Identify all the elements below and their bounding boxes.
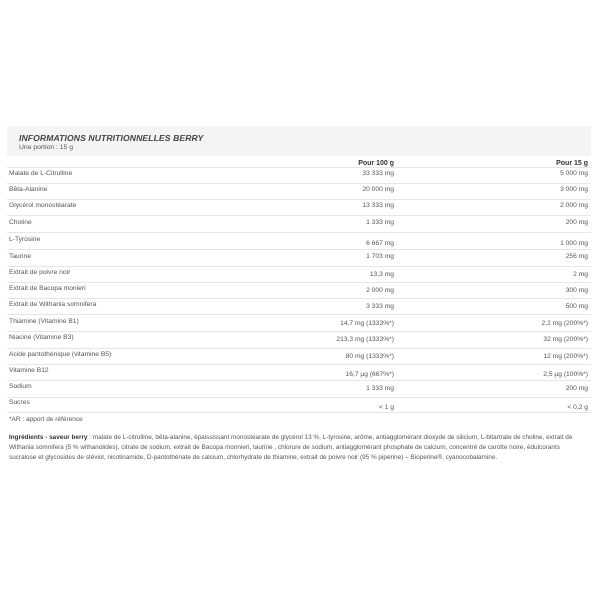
footnote: *AR : apport de référence (9, 416, 83, 423)
value-per-100g: 2 000 mg (366, 287, 394, 294)
value-per-100g: 1 333 mg (366, 385, 394, 392)
value-per-15g: 200 mg (565, 219, 588, 226)
ingredients-label: Ingrédients - saveur berry (9, 434, 88, 441)
value-per-15g: 300 mg (565, 287, 588, 294)
nutrient-name: L-Tyrosine (9, 236, 41, 243)
value-per-15g: < 0,2 g (567, 404, 588, 411)
value-per-15g: 2 mg (573, 271, 588, 278)
nutrient-name: Niacine (Vitamine B3) (9, 334, 74, 341)
value-per-100g: 1 333 mg (366, 219, 394, 226)
value-per-15g: 5 000 mg (560, 170, 588, 177)
value-per-100g: 1 703 mg (366, 253, 394, 260)
portion-size: Une portion : 15 g (19, 144, 74, 151)
table-row (0, 269, 600, 285)
nutrient-name: Taurine (9, 253, 31, 260)
table-row (0, 301, 600, 317)
table-row (0, 399, 600, 415)
value-per-15g: 500 mg (565, 303, 588, 310)
nutrient-name: Vitamine B12 (9, 367, 49, 374)
nutrient-name: Choline (9, 219, 32, 226)
value-per-100g: 20 000 mg (362, 186, 394, 193)
table-row (0, 318, 600, 334)
value-per-100g: < 1 g (378, 404, 394, 411)
table-row (0, 202, 600, 218)
column-header-per-100g: Pour 100 g (358, 160, 394, 167)
nutrient-name: Sucres (9, 399, 30, 406)
value-per-15g: 2,2 mg (200%*) (541, 320, 588, 327)
value-per-100g: 14,7 mg (1333%*) (340, 320, 394, 327)
nutrient-name: Extrait de poivre noir (9, 269, 71, 276)
value-per-100g: 213,3 mg (1333%*) (336, 336, 394, 343)
value-per-15g: 1 000 mg (560, 240, 588, 247)
table-row (0, 334, 600, 350)
nutrient-name: Glycérol monostéarate (9, 202, 77, 209)
table-row (0, 351, 600, 367)
ingredients-text (9, 433, 583, 463)
value-per-15g: 2,5 µg (100%*) (543, 371, 588, 378)
value-per-15g: 256 mg (565, 253, 588, 260)
value-per-15g: 200 mg (565, 385, 588, 392)
ingredients-list: : malate de L-citrulline, bêta-alanine, épaississant monostéarate de glycérol 13 %, L-tyrosine, arôme, antiagglomérant dioxyde de silicium, L-bitartrate de choline, extrait de Withania somnifera (5 % withanolides), citrate de sodium, extrait de Bacopa monnieri, taurine , chlorure de sodium, antiagglomérant phosphate de calcium, concentré de carotte noire, édulcorants sucralose et glycosides de stéviol, nicotinamide, D-pantothénate de calcium, chlorhydrate de thiamine, extrait de poivre noir (95 % pipérine) – Bioperine®, cyanocobalamine. (9, 434, 573, 461)
value-per-100g: 13 333 mg (362, 202, 394, 209)
nutrient-name: Malate de L-Citrulline (9, 170, 73, 177)
value-per-15g: 32 mg (200%*) (543, 336, 588, 343)
nutrient-name: Acide pantothénique (vitamine B5) (9, 351, 112, 358)
value-per-15g: 12 mg (200%*) (543, 353, 588, 360)
table-row (0, 383, 600, 399)
value-per-100g: 6 667 mg (366, 240, 394, 247)
row-divider (7, 167, 591, 168)
value-per-100g: 13,3 mg (369, 271, 394, 278)
column-header-per-15g: Pour 15 g (556, 160, 588, 167)
nutrition-title: INFORMATIONS NUTRITIONNELLES BERRY (19, 133, 204, 143)
table-row (0, 285, 600, 301)
value-per-100g: 80 mg (1333%*) (345, 353, 394, 360)
table-row (0, 253, 600, 269)
nutrient-name: Extrait de Bacopa monieri (9, 285, 86, 292)
table-row (0, 170, 600, 186)
nutrient-name: Thiamine (Vitamine B1) (9, 318, 79, 325)
table-row (0, 367, 600, 383)
value-per-15g: 2 000 mg (560, 202, 588, 209)
value-per-15g: 3 000 mg (560, 186, 588, 193)
table-row (0, 219, 600, 235)
value-per-100g: 3 333 mg (366, 303, 394, 310)
value-per-100g: 16,7 µg (667%*) (345, 371, 394, 378)
table-row (0, 186, 600, 202)
nutrient-name: Sodium (9, 383, 32, 390)
nutrient-name: Extrait de Withania somnifera (9, 301, 97, 308)
nutrition-header (7, 126, 591, 156)
value-per-100g: 33 333 mg (362, 170, 394, 177)
nutrient-name: Bêta-Alanine (9, 186, 48, 193)
table-row (0, 236, 600, 252)
